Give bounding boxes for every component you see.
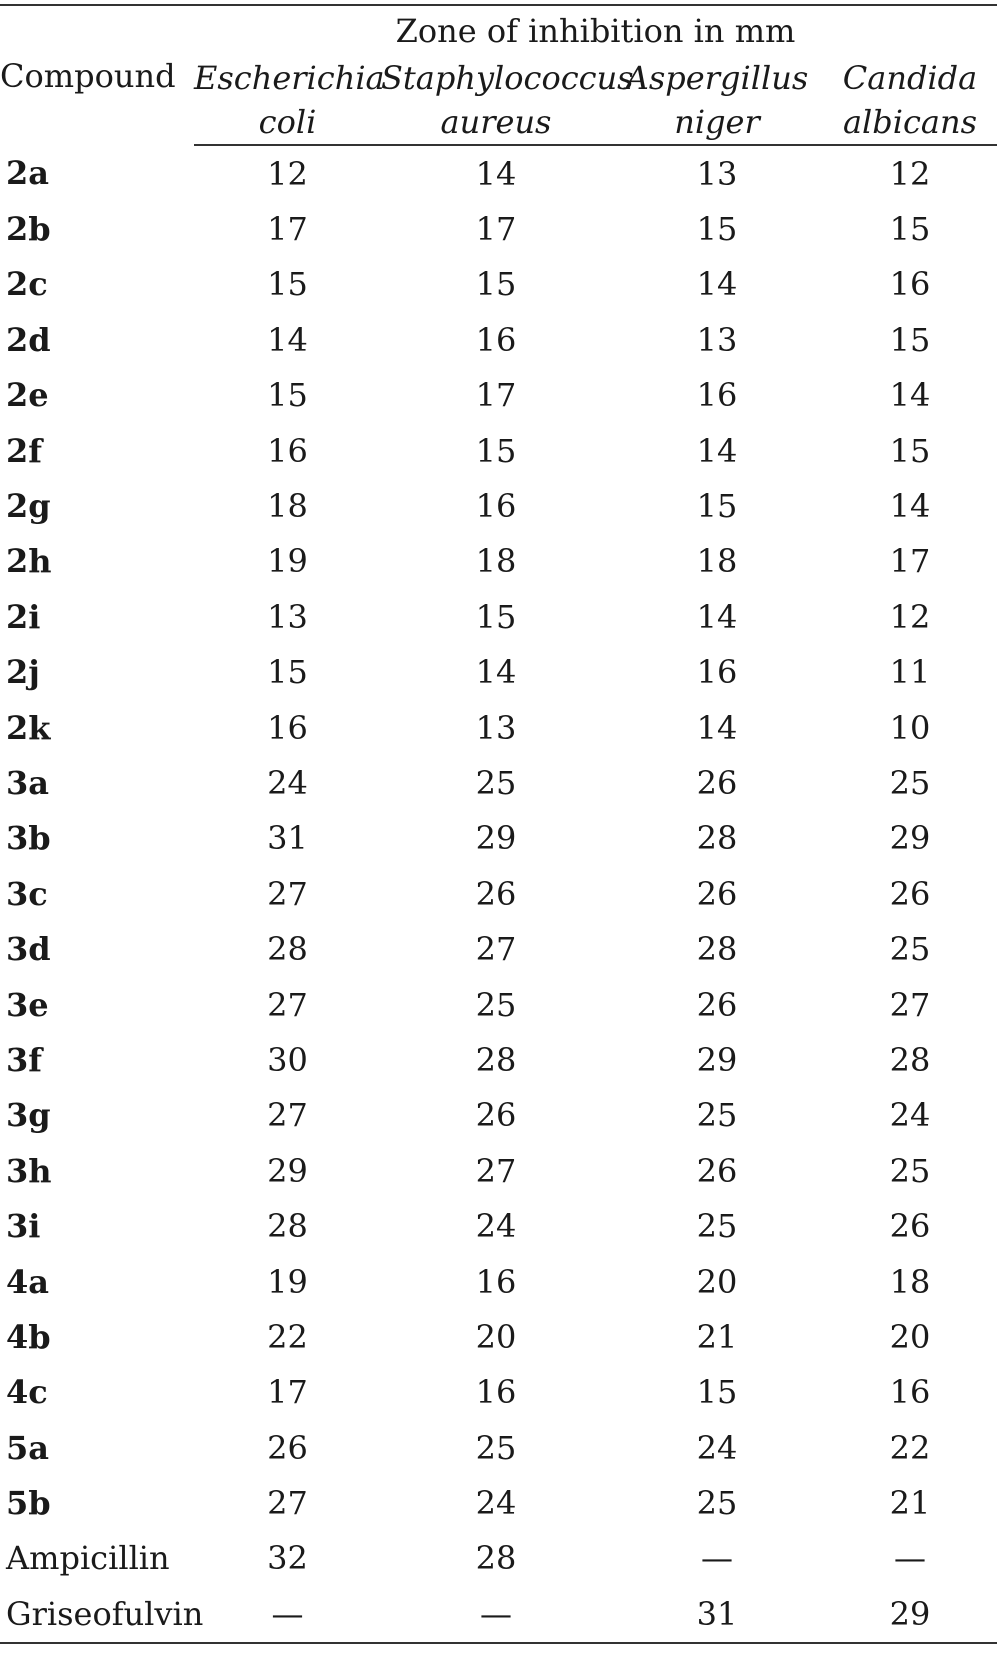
zone-value-cell: 28 [696,819,738,858]
organism-genus: Aspergillus [625,59,809,97]
table-row [0,1475,997,1530]
zone-value-cell: 22 [889,1428,931,1467]
table-row [0,1254,997,1309]
zone-value-cell: 15 [267,376,308,415]
table-row [0,977,997,1032]
zone-value-cell: 17 [889,542,931,581]
zone-value-cell: 25 [696,1484,738,1523]
compound-cell: Ampicillin [6,1539,170,1578]
zone-value-cell: 25 [889,930,931,969]
zone-value-cell: 16 [889,265,931,304]
zone-value-cell: 15 [889,431,931,470]
zone-value-cell: 15 [475,431,517,470]
organism-species: coli [258,103,317,141]
compound-cell: 2g [6,487,51,526]
zone-value-cell: 27 [267,985,308,1024]
zone-value-cell: 26 [696,985,738,1024]
zone-value-cell: 28 [267,1207,308,1246]
table-row [0,1032,997,1087]
zone-value-cell: 15 [889,320,931,359]
zone-value-cell: 27 [475,1151,517,1190]
table-row [0,755,997,810]
zone-value-cell: 20 [696,1262,738,1301]
table-row [0,423,997,478]
table-row [0,1088,997,1143]
table-row [0,1586,997,1642]
compound-cell: 3c [6,874,48,913]
compound-cell: 4b [6,1317,51,1356]
zone-value-cell: 18 [267,487,308,526]
zone-value-cell: 27 [267,874,308,913]
zone-value-cell: 28 [475,1040,517,1079]
zone-value-cell: 15 [696,1373,738,1412]
table-row [0,589,997,644]
table-row [0,1365,997,1420]
header-group-row [0,5,997,56]
zone-value-cell: 14 [696,597,738,636]
zone-value-cell: 25 [696,1207,738,1246]
zone-value-cell: 17 [267,1373,308,1412]
zone-value-cell: 14 [889,487,931,526]
table-row [0,921,997,976]
zone-value-cell: 18 [475,542,517,581]
compound-cell: 2i [6,597,41,636]
zone-value-cell: 16 [696,653,738,692]
zone-value-cell: 26 [475,874,517,913]
zone-value-cell: 15 [475,597,517,636]
table-row [0,1198,997,1253]
zone-value-cell: 24 [267,763,308,802]
zone-value-cell: 19 [267,1262,308,1301]
compound-cell: 3f [6,1040,43,1079]
organism-species: albicans [842,103,978,141]
zone-value-cell: 14 [475,154,517,193]
zone-value-cell: 13 [696,154,738,193]
organism-genus: Candida [842,59,978,97]
table-row [0,811,997,866]
zone-value-cell: 14 [696,431,738,470]
compound-cell: 3e [6,985,49,1024]
compound-cell: 3i [6,1207,41,1246]
compound-cell: 2a [6,154,49,193]
zone-value-cell: 29 [696,1040,738,1079]
compound-cell: 3g [6,1096,51,1135]
organism-header-a-niger [611,56,823,145]
zone-value-cell: 14 [889,376,931,415]
table-row [0,866,997,921]
zone-value-cell: — [701,1539,733,1578]
zone-value-cell: — [894,1539,926,1578]
zone-value-cell: 16 [267,708,308,747]
zone-value-cell: 15 [696,210,738,249]
zone-value-cell: 25 [475,1428,517,1467]
zone-value-cell: 26 [475,1096,517,1135]
zone-value-cell: 31 [696,1594,738,1633]
zone-value-cell: 12 [889,597,931,636]
table-header [0,5,997,145]
zone-value-cell: 26 [696,763,738,802]
zone-value-cell: 14 [475,653,517,692]
zone-value-cell: 27 [475,930,517,969]
zone-value-cell: 26 [889,1207,931,1246]
zone-value-cell: — [480,1594,512,1633]
zone-value-cell: 27 [889,985,931,1024]
zone-of-inhibition-header: Zone of inhibition in mm [395,12,796,50]
zone-value-cell: 26 [889,874,931,913]
zone-value-cell: 17 [267,210,308,249]
organism-species: niger [674,103,760,141]
compound-cell: 2j [6,653,40,692]
zone-value-cell: 26 [696,1151,738,1190]
organism-header-e-coli [194,56,385,145]
compound-cell: 2k [6,708,51,747]
compound-cell: Griseofulvin [6,1594,204,1633]
zone-value-cell: 25 [889,763,931,802]
table-row [0,257,997,312]
zone-value-cell: 20 [889,1317,931,1356]
compound-cell: 3d [6,930,51,969]
zone-value-cell: 21 [889,1484,931,1523]
zone-value-cell: 15 [267,653,308,692]
zone-value-cell: 28 [475,1539,517,1578]
table-body [0,145,997,1643]
zone-value-cell: 24 [475,1484,517,1523]
table-row [0,1531,997,1586]
zone-value-cell: 17 [475,376,517,415]
zone-value-cell: 24 [696,1428,738,1467]
compound-column-header: Compound [0,56,176,95]
zone-value-cell: 13 [696,320,738,359]
table-row [0,145,997,201]
table-row [0,1420,997,1475]
zone-value-cell: 27 [267,1096,308,1135]
organism-header-s-aureus [381,56,634,145]
zone-value-cell: 24 [475,1207,517,1246]
zone-value-cell: 19 [267,542,308,581]
zone-value-cell: 21 [696,1317,738,1356]
zone-value-cell: 20 [475,1317,517,1356]
compound-cell: 3a [6,763,49,802]
zone-value-cell: 22 [267,1317,308,1356]
table-row [0,1309,997,1364]
zone-value-cell: 29 [889,819,931,858]
zone-value-cell: 30 [267,1040,308,1079]
compound-cell: 2f [6,431,43,470]
organism-species: aureus [440,103,552,141]
zone-value-cell: 16 [475,1262,517,1301]
zone-value-cell: 10 [889,708,931,747]
zone-value-cell: 18 [696,542,738,581]
zone-value-cell: 26 [267,1428,308,1467]
compound-cell: 2d [6,320,51,359]
compound-cell: 3b [6,819,51,858]
zone-value-cell: 14 [267,320,308,359]
compound-cell: 4c [6,1373,48,1412]
zone-value-cell: 15 [889,210,931,249]
zone-value-cell: 28 [696,930,738,969]
zone-value-cell: 26 [696,874,738,913]
zone-value-cell: 18 [889,1262,931,1301]
compound-cell: 2b [6,210,51,249]
zone-value-cell: 31 [267,819,308,858]
zone-value-cell: 25 [889,1151,931,1190]
table-row [0,700,997,755]
zone-value-cell: 16 [475,487,517,526]
zone-value-cell: 28 [267,930,308,969]
table-row [0,312,997,367]
zone-value-cell: 25 [475,763,517,802]
zone-value-cell: 16 [889,1373,931,1412]
zone-value-cell: 14 [696,708,738,747]
table-row [0,368,997,423]
zone-value-cell: 25 [475,985,517,1024]
zone-value-cell: 29 [475,819,517,858]
table-row [0,478,997,533]
zone-value-cell: 28 [889,1040,931,1079]
compound-cell: 5a [6,1428,49,1467]
zone-value-cell: 25 [696,1096,738,1135]
zone-value-cell: 15 [475,265,517,304]
zone-value-cell: 29 [889,1594,931,1633]
table-row [0,201,997,256]
zone-value-cell: 16 [267,431,308,470]
zone-value-cell: 13 [475,708,517,747]
table-row [0,534,997,589]
zone-value-cell: 14 [696,265,738,304]
compound-cell: 2c [6,265,48,304]
compound-cell: 2e [6,376,49,415]
zone-value-cell: — [271,1594,304,1633]
zone-value-cell: 16 [475,1373,517,1412]
zone-value-cell: 17 [475,210,517,249]
zone-value-cell: 12 [267,154,308,193]
table-row [0,1143,997,1198]
zone-value-cell: 27 [267,1484,308,1523]
organism-genus: Staphylococcus [381,59,634,97]
compound-cell: 2h [6,542,52,581]
zone-value-cell: 32 [267,1539,308,1578]
zone-value-cell: 12 [889,154,931,193]
zone-value-cell: 15 [267,265,308,304]
zone-value-cell: 16 [475,320,517,359]
zone-value-cell: 15 [696,487,738,526]
compound-cell: 3h [6,1151,52,1190]
zone-value-cell: 16 [696,376,738,415]
zone-value-cell: 13 [267,597,308,636]
zone-value-cell: 11 [889,653,931,692]
organism-genus: Escherichia [194,59,385,97]
compound-cell: 4a [6,1262,49,1301]
inhibition-table [0,4,997,1644]
compound-cell: 5b [6,1484,51,1523]
zone-value-cell: 24 [889,1096,931,1135]
zone-value-cell: 29 [267,1151,308,1190]
organism-header-c-albicans [823,56,997,145]
table-row [0,645,997,700]
